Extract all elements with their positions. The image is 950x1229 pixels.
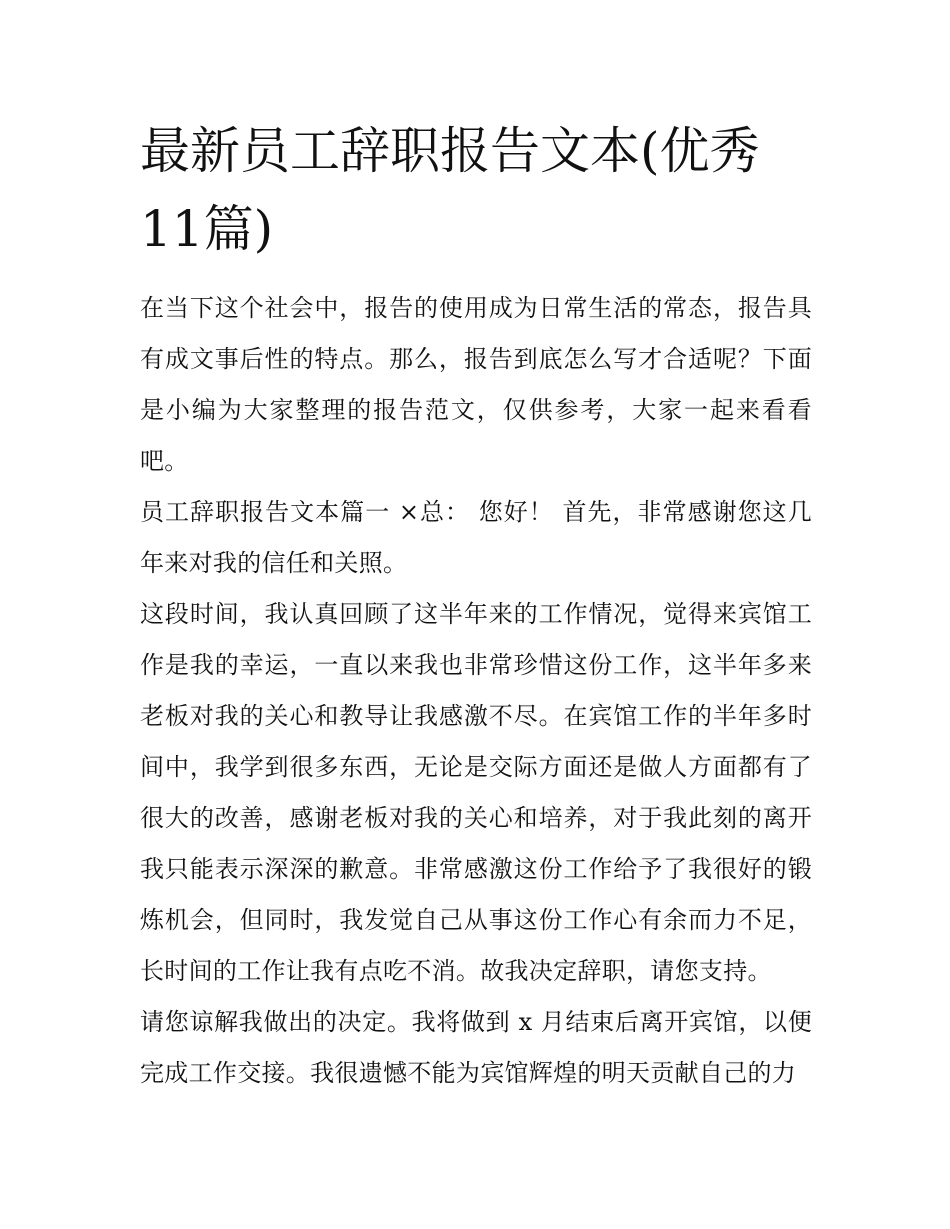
paragraph-reflection: 这段时间，我认真回顾了这半年来的工作情况，觉得来宾馆工作是我的幸运，一直以来我也非常珍惜这份工作，这半年多来老板对我的关心和教导让我感激不尽。在宾馆工作的半年多时间中，我学到很多东西，无论是交际方面还是做人方面都有了很大的改善，感谢老板对我的关心和培养，对于我此刻的离开我只能表示深深的歉意。非常感激这份工作给予了我很好的锻炼机会，但同时，我发觉自己从事这份工作心有余而力不足，长时间的工作让我有点吃不消。故我决定辞职，请您支持。 [140, 600, 812, 985]
paragraph-decision: 请您谅解我做出的决定。我将做到 x 月结束后离开宾馆，以便完成工作交接。我很遗憾不能为宾馆辉煌的明天贡献自己的力 [140, 1008, 812, 1087]
document-title: 最新员工辞职报告文本(优秀11篇) [140, 122, 760, 258]
paragraph-greeting: 员工辞职报告文本篇一 ×总： 您好！ 首先，非常感谢您这几年来对我的信任和关照。 [140, 498, 812, 577]
paragraph-intro: 在当下这个社会中，报告的使用成为日常生活的常态，报告具有成文事后性的特点。那么，报告到底怎么写才合适呢？下面是小编为大家整理的报告范文，仅供参考，大家一起来看看吧。 [140, 294, 812, 475]
document-body [140, 112, 812, 1099]
